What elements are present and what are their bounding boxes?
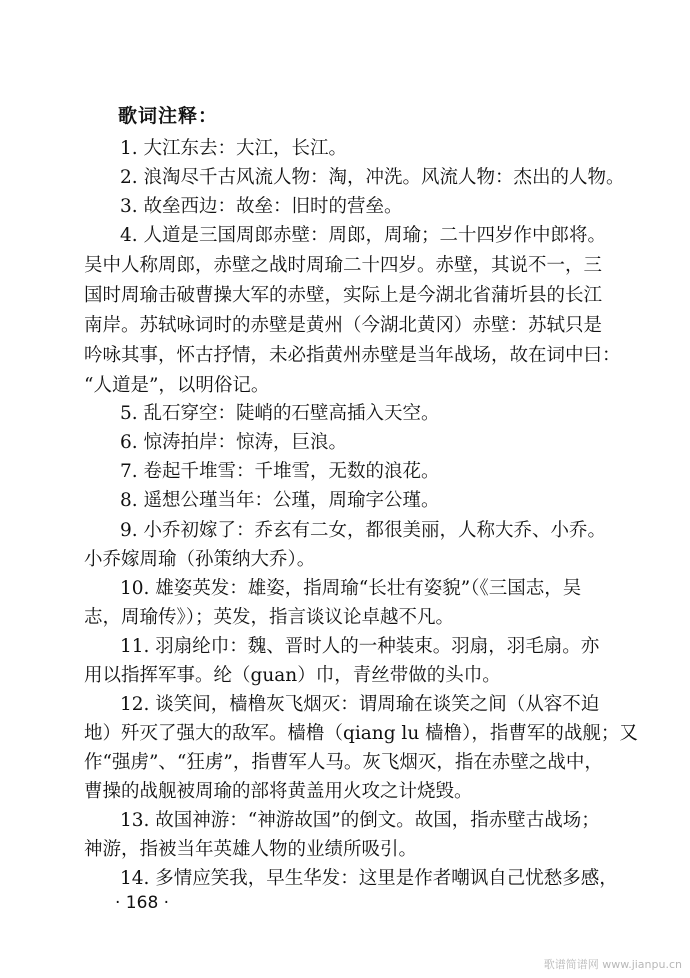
note-line: 神游，指被当年英雄人物的业绩所吸引。 — [84, 839, 418, 860]
site-watermark: 歌谱简谱网 www.jianpu.cn — [543, 958, 682, 971]
note-line: 吴中人称周郎，赤壁之战时周瑜二十四岁。赤壁，其说不一，三 — [84, 255, 603, 276]
note-line: 3. 故垒西边：故垒：旧时的营垒。 — [120, 196, 403, 217]
note-line: 小乔嫁周瑜（孙策纳大乔）。 — [84, 549, 316, 570]
note-line: 地）歼灭了强大的敌军。樯橹（qiang lu 樯橹），指曹军的战舰；又 — [84, 723, 638, 744]
page-number: · 168 · — [115, 893, 170, 913]
note-line: 5. 乱石穿空：陡峭的石壁高插入天空。 — [120, 403, 440, 424]
note-line: 14. 多情应笑我，早生华发：这里是作者嘲讽自己忧愁多感， — [120, 868, 618, 889]
note-line: 作“强虏”、“狂虏”，指曹军人马。灰飞烟灭，指在赤壁之战中， — [84, 752, 603, 773]
note-line: 志，周瑜传》）；英发，指言谈议论卓越不凡。 — [84, 607, 455, 628]
note-line: 6. 惊涛拍岸：惊涛，巨浪。 — [120, 432, 348, 453]
note-line: “人道是”，以明俗记。 — [84, 375, 270, 396]
note-line: 1. 大江东去：大江，长江。 — [120, 138, 348, 159]
note-line: 2. 浪淘尽千古风流人物：淘，冲洗。风流人物：杰出的人物。 — [120, 167, 625, 188]
note-line: 10. 雄姿英发：雄姿，指周瑜“长壮有姿貌”（《三国志，吴 — [120, 578, 582, 599]
section-title: 歌词注释： — [118, 105, 219, 127]
note-line: 用以指挥军事。纶（guan）巾，青丝带做的头巾。 — [84, 665, 501, 686]
note-line: 12. 谈笑间，樯橹灰飞烟灭：谓周瑜在谈笑之间（从容不迫 — [120, 694, 600, 715]
note-line: 国时周瑜击破曹操大军的赤壁，实际上是今湖北省蒲圻县的长江 — [84, 285, 603, 306]
note-line: 8. 遥想公瑾当年：公瑾，周瑜字公瑾。 — [120, 490, 440, 511]
note-line: 南岸。苏轼咏词时的赤壁是黄州（今湖北黄冈）赤壁：苏轼只是 — [84, 315, 603, 336]
note-line: 吟咏其事，怀古抒情，未必指黄州赤壁是当年战场，故在词中曰： — [84, 345, 621, 366]
note-line: 曹操的战舰被周瑜的部将黄盖用火攻之计烧毁。 — [84, 781, 473, 802]
note-line: 4. 人道是三国周郎赤壁：周郎，周瑜；二十四岁作中郎将。 — [120, 225, 607, 246]
note-line: 13. 故国神游：“神游故国”的倒文。故国，指赤壁古战场； — [120, 810, 600, 831]
note-line: 11. 羽扇纶巾：魏、晋时人的一种装束。羽扇，羽毛扇。亦 — [120, 636, 600, 657]
note-line: 7. 卷起千堆雪：千堆雪，无数的浪花。 — [120, 461, 440, 482]
note-line: 9. 小乔初嫁了：乔玄有二女，都很美丽，人称大乔、小乔。 — [120, 520, 607, 541]
